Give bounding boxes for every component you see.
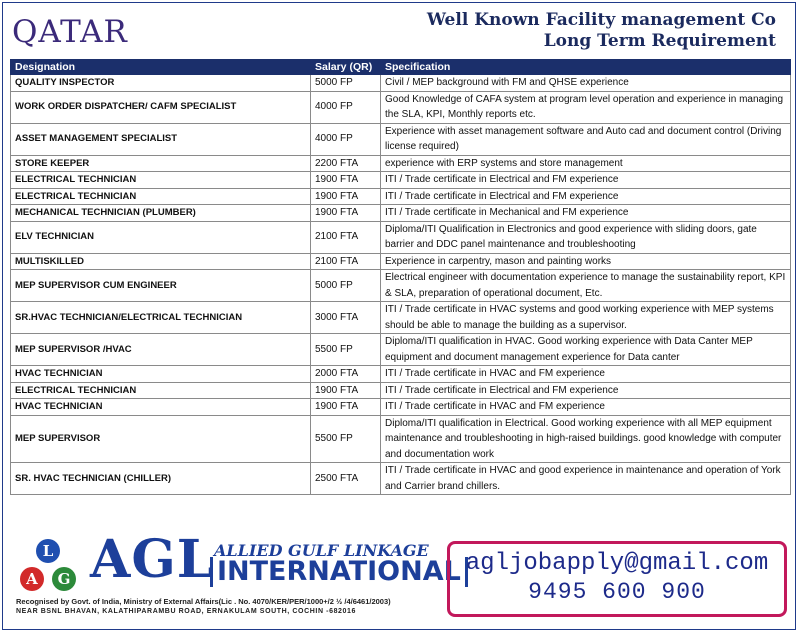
contact-email[interactable]: agljobapply@gmail.com <box>465 550 769 577</box>
table-row <box>11 155 791 172</box>
table-row <box>11 205 791 222</box>
salary-cell: 1900 FTA <box>311 382 381 399</box>
salary-cell: 5000 FP <box>311 75 381 92</box>
table-row <box>11 270 791 302</box>
specification-cell: Experience in carpentry, mason and painting works <box>381 253 791 270</box>
specification-cell: Civil / MEP background with FM and QHSE experience <box>381 75 791 92</box>
registration-text: Recognised by Govt. of India, Ministry of External Affairs(Lic . No. 4070/KER/PER/1000+/2 ½ /4/6461/2003) <box>16 597 391 606</box>
designation-cell: ELECTRICAL TECHNICIAN <box>11 172 311 189</box>
table-row <box>11 172 791 189</box>
logo-circles <box>14 539 84 605</box>
designation-cell: HVAC TECHNICIAN <box>11 366 311 383</box>
designation-cell: ELV TECHNICIAN <box>11 221 311 253</box>
agl-logo <box>14 529 461 631</box>
headline <box>427 10 776 52</box>
specification-cell: Diploma/ITI Qualification in Electronics and good experience with sliding doors, gate barrier and DDC panel maintenance and troubleshooting <box>381 221 791 253</box>
specification-cell: Diploma/ITI qualification in HVAC. Good working experience with Data Canter MEP equipment and document management experience for Data canter <box>381 334 791 366</box>
specification-cell: Experience with asset management software and Auto cad and document control (Driving license required) <box>381 123 791 155</box>
designation-cell: WORK ORDER DISPATCHER/ CAFM SPECIALIST <box>11 91 311 123</box>
column-header-specification: Specification <box>381 60 791 75</box>
table-row <box>11 415 791 463</box>
designation-cell: MECHANICAL TECHNICIAN (PLUMBER) <box>11 205 311 222</box>
designation-cell: MULTISKILLED <box>11 253 311 270</box>
column-header-salary: Salary (QR) <box>311 60 381 75</box>
contact-box <box>447 541 787 617</box>
salary-cell: 5500 FP <box>311 415 381 463</box>
logo-letter-g: G <box>52 567 76 591</box>
salary-cell: 5500 FP <box>311 334 381 366</box>
logo-letter-l: L <box>36 539 60 563</box>
designation-cell: MEP SUPERVISOR /HVAC <box>11 334 311 366</box>
specification-cell: ITI / Trade certificate in Mechanical and FM experience <box>381 205 791 222</box>
column-header-designation: Designation <box>11 60 311 75</box>
table-row <box>11 334 791 366</box>
table-header-row <box>11 60 791 75</box>
salary-cell: 2200 FTA <box>311 155 381 172</box>
specification-cell: Electrical engineer with documentation experience to manage the sustainability report, KPI & SLA, preparation of operational document, Etc. <box>381 270 791 302</box>
country-title: QATAR <box>12 14 128 50</box>
designation-cell: HVAC TECHNICIAN <box>11 399 311 416</box>
table-row <box>11 75 791 92</box>
jobs-table-body <box>11 75 791 495</box>
salary-cell: 2000 FTA <box>311 366 381 383</box>
table-row <box>11 399 791 416</box>
brand-line-2: INTERNATIONAL <box>210 557 468 587</box>
contact-phone[interactable]: 9495 600 900 <box>528 579 706 605</box>
designation-cell: ELECTRICAL TECHNICIAN <box>11 382 311 399</box>
brand-line-1: ALLIED GULF LINKAGE <box>214 541 429 560</box>
company-line: Well Known Facility management Co <box>426 10 776 30</box>
table-row <box>11 302 791 334</box>
salary-cell: 5000 FP <box>311 270 381 302</box>
table-row <box>11 382 791 399</box>
salary-cell: 2100 FTA <box>311 221 381 253</box>
address-text: NEAR BSNL BHAVAN, KALATHIPARAMBU ROAD, ERNAKULAM SOUTH, COCHIN -682016 <box>16 608 357 615</box>
designation-cell: STORE KEEPER <box>11 155 311 172</box>
table-row <box>11 366 791 383</box>
designation-cell: MEP SUPERVISOR CUM ENGINEER <box>11 270 311 302</box>
designation-cell: ELECTRICAL TECHNICIAN <box>11 188 311 205</box>
salary-cell: 1900 FTA <box>311 399 381 416</box>
salary-cell: 1900 FTA <box>311 188 381 205</box>
salary-cell: 1900 FTA <box>311 172 381 189</box>
table-row <box>11 463 791 495</box>
specification-cell: Good Knowledge of CAFA system at program level operation and experience in managing the SLA, KPI, Monthly reports etc. <box>381 91 791 123</box>
logo-letter-a: A <box>20 567 44 591</box>
designation-cell: SR.HVAC TECHNICIAN/ELECTRICAL TECHNICIAN <box>11 302 311 334</box>
salary-cell: 4000 FP <box>311 91 381 123</box>
specification-cell: ITI / Trade certificate in Electrical and FM experience <box>381 172 791 189</box>
specification-cell: ITI / Trade certificate in HVAC systems and good working experience with MEP systems should be able to manage the building as a supervisor. <box>381 302 791 334</box>
table-row <box>11 91 791 123</box>
specification-cell: ITI / Trade certificate in HVAC and FM experience <box>381 366 791 383</box>
specification-cell: ITI / Trade certificate in HVAC and FM experience <box>381 399 791 416</box>
jobs-table <box>10 59 791 495</box>
specification-cell: ITI / Trade certificate in HVAC and good experience in maintenance and operation of York and Carrier brand chillers. <box>381 463 791 495</box>
table-row <box>11 188 791 205</box>
salary-cell: 2100 FTA <box>311 253 381 270</box>
brand-name: AGL <box>90 529 215 590</box>
designation-cell: ASSET MANAGEMENT SPECIALIST <box>11 123 311 155</box>
table-row <box>11 253 791 270</box>
table-row <box>11 123 791 155</box>
designation-cell: MEP SUPERVISOR <box>11 415 311 463</box>
salary-cell: 1900 FTA <box>311 205 381 222</box>
designation-cell: QUALITY INSPECTOR <box>11 75 311 92</box>
specification-cell: ITI / Trade certificate in Electrical and FM experience <box>381 382 791 399</box>
salary-cell: 3000 FTA <box>311 302 381 334</box>
table-row <box>11 221 791 253</box>
designation-cell: SR. HVAC TECHNICIAN (CHILLER) <box>11 463 311 495</box>
specification-cell: ITI / Trade certificate in Electrical and FM experience <box>381 188 791 205</box>
specification-cell: experience with ERP systems and store management <box>381 155 791 172</box>
specification-cell: Diploma/ITI qualification in Electrical. Good working experience with all MEP equipment maintenance and troubleshooting in high-raised buildings. good knowledge with computer and documentation work <box>381 415 791 463</box>
requirement-line: Long Term Requirement <box>543 31 776 51</box>
salary-cell: 4000 FP <box>311 123 381 155</box>
salary-cell: 2500 FTA <box>311 463 381 495</box>
